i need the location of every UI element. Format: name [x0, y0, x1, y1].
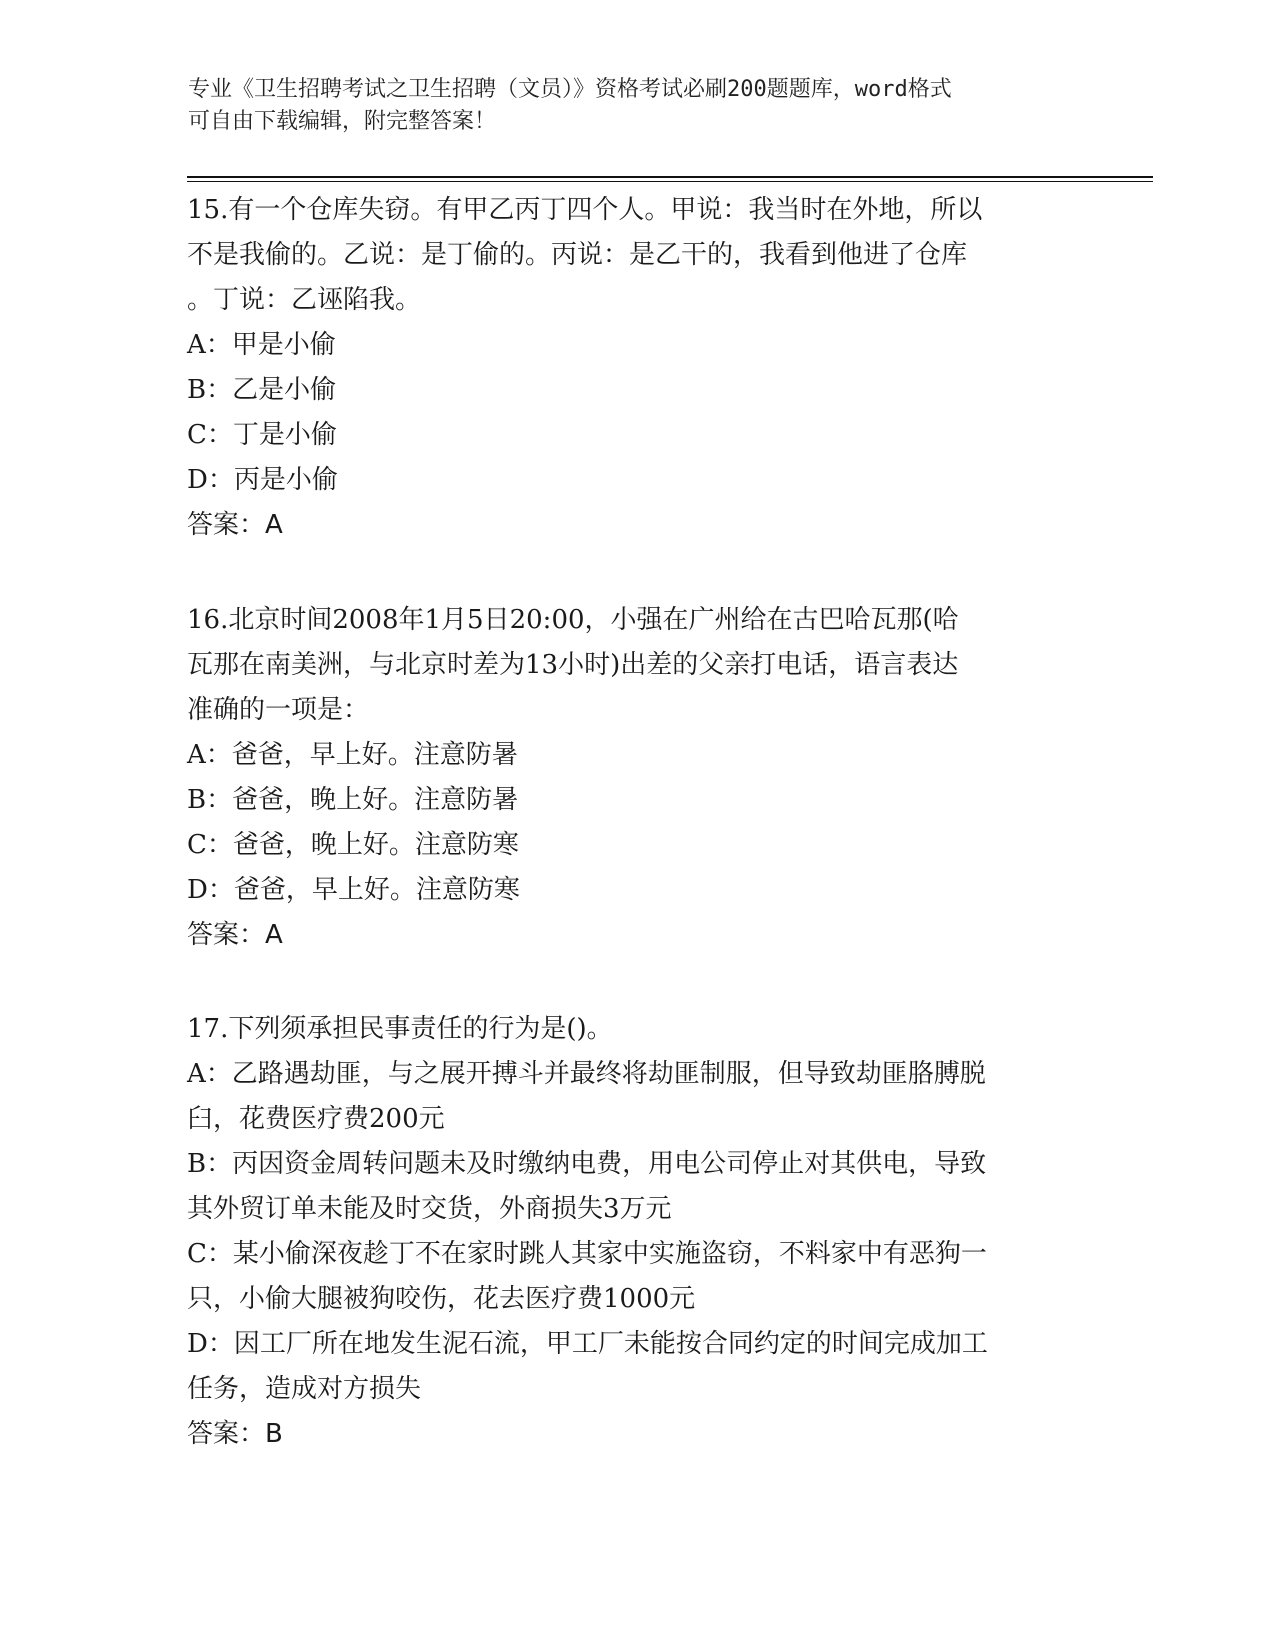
question-15: [187, 188, 1077, 548]
option-c: C：爸爸，晚上好。注意防寒: [187, 830, 519, 860]
question-stem-line: 不是我偷的。乙说：是丁偷的。丙说：是乙干的，我看到他进了仓库: [187, 240, 968, 270]
header-divider-thick: [187, 176, 1153, 178]
question-stem-line: 准确的一项是：: [187, 695, 370, 725]
option-b: B：乙是小偷: [187, 375, 337, 405]
option-d-continued: 任务，造成对方损失: [187, 1374, 422, 1404]
header-line-1: 专业《卫生招聘考试之卫生招聘（文员）》资格考试必刷200题题库，word格式: [188, 77, 952, 102]
question-stem-line: 16.北京时间2008年1月5日20:00，小强在广州给在古巴哈瓦那(哈: [187, 605, 959, 635]
question-17: [187, 1007, 1077, 1457]
header-divider-thin: [187, 181, 1153, 182]
question-stem-line: 15.有一个仓库失窃。有甲乙丙丁四个人。甲说：我当时在外地，所以: [187, 195, 983, 225]
header-line-2: 可自由下载编辑，附完整答案！: [188, 109, 497, 134]
option-a: A：爸爸，早上好。注意防暑: [187, 740, 518, 770]
option-d: D：因工厂所在地发生泥石流，甲工厂未能按合同约定的时间完成加工: [187, 1329, 988, 1359]
question-stem-line: 瓦那在南美洲，与北京时差为13小时)出差的父亲打电话，语言表达: [187, 650, 959, 680]
answer-line: 答案：A: [187, 510, 283, 540]
option-a-continued: 臼，花费医疗费200元: [187, 1104, 445, 1134]
option-d: D：丙是小偷: [187, 465, 338, 495]
document-header: [188, 74, 1068, 138]
answer-line: 答案：B: [187, 1419, 283, 1449]
option-a: A：甲是小偷: [187, 330, 336, 360]
question-stem-line: 17.下列须承担民事责任的行为是()。: [187, 1014, 613, 1044]
option-c: C：丁是小偷: [187, 420, 337, 450]
question-stem-line: 。丁说：乙诬陷我。: [187, 285, 422, 315]
option-b: B：丙因资金周转问题未及时缴纳电费，用电公司停止对其供电，导致: [187, 1149, 987, 1179]
question-16: [187, 598, 1077, 958]
option-a: A：乙路遇劫匪，与之展开搏斗并最终将劫匪制服，但导致劫匪胳膊脱: [187, 1059, 986, 1089]
option-b: B：爸爸，晚上好。注意防暑: [187, 785, 519, 815]
option-d: D：爸爸，早上好。注意防寒: [187, 875, 520, 905]
option-b-continued: 其外贸订单未能及时交货，外商损失3万元: [187, 1194, 672, 1224]
option-c: C：某小偷深夜趁丁不在家时跳人其家中实施盗窃，不料家中有恶狗一: [187, 1239, 987, 1269]
answer-line: 答案：A: [187, 920, 283, 950]
option-c-continued: 只，小偷大腿被狗咬伤，花去医疗费1000元: [187, 1284, 696, 1314]
